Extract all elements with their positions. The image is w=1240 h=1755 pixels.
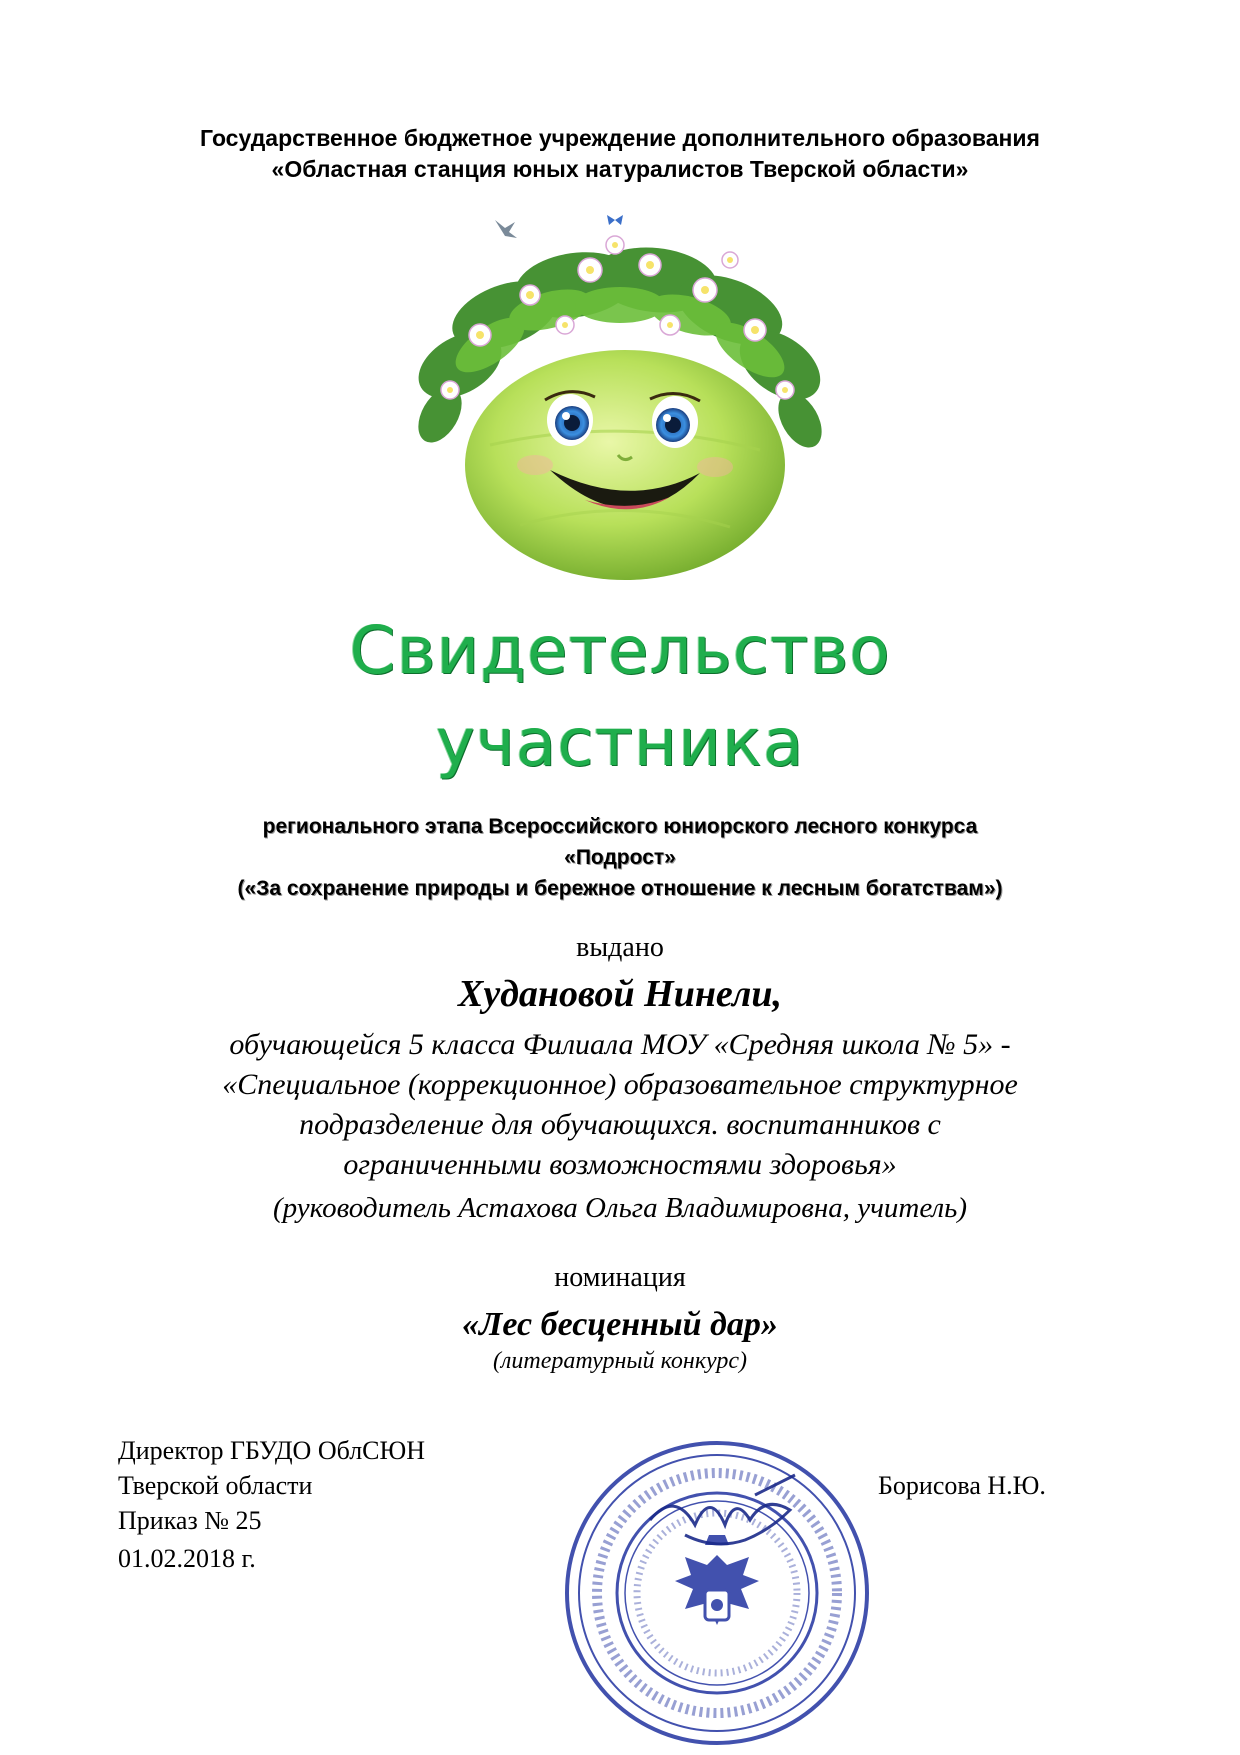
recipient-description-line4: ограниченными возможностями здоровья»	[343, 1148, 897, 1181]
organization-name-line1: Государственное бюджетное учреждение дополнительного образования	[200, 125, 1040, 151]
competition-motto: («За сохранение природы и бережное отношение к лесным богатствам»)	[237, 877, 1003, 900]
nomination-name: «Лес бесценный дар»	[462, 1306, 778, 1343]
director-name: Борисова Н.Ю.	[878, 1471, 1046, 1500]
recipient-description-line1: обучающейся 5 класса Филиала МОУ «Средняя школа № 5» -	[229, 1028, 1011, 1061]
nomination-type: (литературный конкурс)	[492, 1348, 748, 1374]
order-number: Приказ № 25	[118, 1506, 262, 1535]
director-title-line1: Директор ГБУДО ОблСЮН	[118, 1436, 426, 1465]
recipient-description-line3: подразделение для обучающихся. воспитанников с	[299, 1108, 941, 1141]
certificate-title-line2: участника	[435, 704, 805, 781]
official-seal-icon	[555, 1425, 880, 1755]
supervisor-line: (руководитель Астахова Ольга Владимировна, учитель)	[272, 1192, 968, 1224]
issued-label: выдано	[576, 932, 664, 963]
recipient-name: Худановой Нинели,	[457, 973, 782, 1015]
issue-date: 01.02.2018 г.	[118, 1544, 256, 1573]
smiling-earth-emblem-icon	[400, 215, 840, 580]
competition-name: «Подрост»	[564, 846, 676, 869]
nomination-label: номинация	[554, 1262, 686, 1293]
organization-name-line2: «Областная станция юных натуралистов Тверской области»	[271, 156, 969, 182]
director-title-line2: Тверской области	[118, 1471, 313, 1500]
competition-line1: регионального этапа Всероссийского юниорского лесного конкурса	[262, 815, 978, 838]
recipient-description-line2: «Специальное (коррекционное) образовательное структурное	[222, 1068, 1018, 1101]
certificate-title-line1: Свидетельство	[349, 612, 891, 689]
